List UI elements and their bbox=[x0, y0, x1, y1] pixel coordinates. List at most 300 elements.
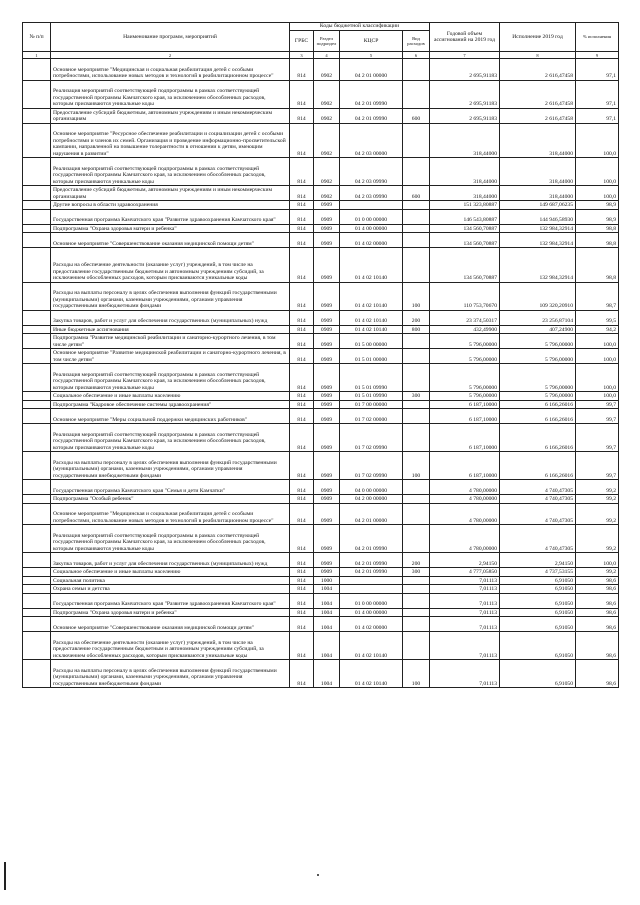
header-grbs: ГРБС bbox=[290, 31, 314, 52]
cell-vr bbox=[403, 593, 430, 608]
cell-num bbox=[23, 158, 51, 186]
cell-vr bbox=[403, 424, 430, 452]
cell-grbs: 814 bbox=[290, 186, 314, 201]
cell-name: Закупка товаров, работ и услуг для обеспечения государственных (муниципальных) нужд bbox=[51, 553, 290, 568]
table-row bbox=[23, 409, 619, 424]
cell-grbs: 814 bbox=[290, 123, 314, 158]
cell-num bbox=[23, 400, 51, 409]
cell-vr bbox=[403, 123, 430, 158]
header-num: № п/п bbox=[23, 23, 51, 52]
cell-section: 0909 bbox=[314, 334, 340, 349]
cell-exec: 6,91050 bbox=[500, 660, 576, 688]
cell-ksr: 01 4 02 10140 bbox=[340, 660, 403, 688]
cell-annual: 6 187,10000 bbox=[430, 452, 500, 480]
cell-annual: 2 695,91183 bbox=[430, 59, 500, 81]
cell-section: 0909 bbox=[314, 233, 340, 248]
cell-grbs: 814 bbox=[290, 349, 314, 364]
cell-section: 0902 bbox=[314, 158, 340, 186]
cell-exec: 4 740,47305 bbox=[500, 525, 576, 553]
cell-num bbox=[23, 186, 51, 201]
scan-edge-mark bbox=[4, 862, 6, 890]
table-row bbox=[23, 334, 619, 349]
index-cell: 6 bbox=[403, 52, 430, 59]
cell-num bbox=[23, 632, 51, 660]
cell-section: 1004 bbox=[314, 632, 340, 660]
cell-ksr bbox=[340, 201, 403, 210]
cell-exec: 4 737,53155 bbox=[500, 568, 576, 577]
table-row bbox=[23, 209, 619, 224]
cell-grbs: 814 bbox=[290, 325, 314, 334]
cell-ksr: 01 4 02 10140 bbox=[340, 632, 403, 660]
cell-name: Реализация мероприятий соответствующей подпрограммы в рамках соответствующей государственной программы Камчатского края, за исключением обособленных расходов, которым присваиваются уникальные коды bbox=[51, 525, 290, 553]
cell-exec: 6 166,26016 bbox=[500, 400, 576, 409]
cell-pct: 98,8 bbox=[576, 233, 619, 248]
cell-annual: 6 187,10000 bbox=[430, 409, 500, 424]
cell-num bbox=[23, 349, 51, 364]
table-row bbox=[23, 503, 619, 525]
cell-grbs: 814 bbox=[290, 608, 314, 617]
cell-num bbox=[23, 392, 51, 401]
cell-vr bbox=[403, 608, 430, 617]
cell-grbs: 814 bbox=[290, 503, 314, 525]
cell-vr bbox=[403, 334, 430, 349]
cell-annual: 23 374,50317 bbox=[430, 310, 500, 325]
cell-num bbox=[23, 452, 51, 480]
table-row bbox=[23, 585, 619, 594]
cell-ksr: 01 4 02 00000 bbox=[340, 233, 403, 248]
cell-num bbox=[23, 282, 51, 310]
index-cell: 5 bbox=[340, 52, 403, 59]
table-row bbox=[23, 452, 619, 480]
cell-ksr: 01 4 00 00000 bbox=[340, 224, 403, 233]
cell-annual: 7,01113 bbox=[430, 608, 500, 617]
index-cell: 3 bbox=[290, 52, 314, 59]
cell-grbs: 814 bbox=[290, 495, 314, 504]
cell-exec: 5 796,00000 bbox=[500, 364, 576, 392]
cell-grbs: 814 bbox=[290, 400, 314, 409]
cell-section: 0909 bbox=[314, 480, 340, 495]
cell-annual: 318,44000 bbox=[430, 186, 500, 201]
cell-ksr: 01 0 00 00000 bbox=[340, 593, 403, 608]
cell-exec: 4 740,47305 bbox=[500, 503, 576, 525]
cell-pct: 98,9 bbox=[576, 209, 619, 224]
cell-grbs: 814 bbox=[290, 576, 314, 585]
header-pct: % исполнения bbox=[576, 23, 619, 52]
cell-num bbox=[23, 108, 51, 123]
cell-section: 0902 bbox=[314, 108, 340, 123]
cell-exec: 144 946,58930 bbox=[500, 209, 576, 224]
header-row-1 bbox=[23, 23, 619, 31]
cell-name: Расходы на выплаты персоналу в целях обеспечения выполнения функций государственными (муниципальными) органами, казенными учреждениями, органами управления государственными внебюджетными фондами bbox=[51, 282, 290, 310]
cell-grbs: 814 bbox=[290, 660, 314, 688]
cell-section: 1004 bbox=[314, 593, 340, 608]
cell-annual: 4 777,05850 bbox=[430, 568, 500, 577]
cell-ksr: 04 2 01 09990 bbox=[340, 568, 403, 577]
cell-name: Государственная программа Камчатского края "Развитие здравоохранения Камчатского края" bbox=[51, 209, 290, 224]
cell-num bbox=[23, 409, 51, 424]
table-row bbox=[23, 632, 619, 660]
cell-grbs: 814 bbox=[290, 248, 314, 283]
cell-pct: 98,6 bbox=[576, 576, 619, 585]
table-row bbox=[23, 424, 619, 452]
cell-section: 0909 bbox=[314, 201, 340, 210]
cell-pct: 98,6 bbox=[576, 632, 619, 660]
cell-exec: 6,91050 bbox=[500, 632, 576, 660]
cell-vr bbox=[403, 248, 430, 283]
cell-annual: 432,49900 bbox=[430, 325, 500, 334]
cell-vr bbox=[403, 400, 430, 409]
cell-grbs: 814 bbox=[290, 158, 314, 186]
cell-exec: 318,44000 bbox=[500, 123, 576, 158]
cell-num bbox=[23, 201, 51, 210]
cell-section: 0902 bbox=[314, 186, 340, 201]
cell-annual: 318,44000 bbox=[430, 158, 500, 186]
table-row bbox=[23, 553, 619, 568]
cell-name: Иные бюджетные ассигнования bbox=[51, 325, 290, 334]
index-cell: 7 bbox=[430, 52, 500, 59]
cell-grbs: 814 bbox=[290, 224, 314, 233]
cell-ksr: 04 2 01 00000 bbox=[340, 503, 403, 525]
cell-section: 0909 bbox=[314, 310, 340, 325]
cell-num bbox=[23, 576, 51, 585]
table-row bbox=[23, 617, 619, 632]
cell-pct: 100,0 bbox=[576, 349, 619, 364]
cell-annual: 7,01113 bbox=[430, 632, 500, 660]
cell-annual: 7,01113 bbox=[430, 660, 500, 688]
cell-num bbox=[23, 568, 51, 577]
cell-exec: 6 166,26016 bbox=[500, 424, 576, 452]
cell-exec: 6 166,26016 bbox=[500, 409, 576, 424]
cell-name: Расходы на обеспечение деятельности (оказание услуг) учреждений, в том числе на предоставление государственным бюджетным и автономным учреждениям субсидий, за исключением обособленных расходов, которым присваиваются уникальные коды bbox=[51, 248, 290, 283]
cell-num bbox=[23, 123, 51, 158]
index-cell: 4 bbox=[314, 52, 340, 59]
cell-name: Основное мероприятие "Совершенствование оказания медицинской помощи детям" bbox=[51, 617, 290, 632]
cell-annual: 110 753,70670 bbox=[430, 282, 500, 310]
cell-vr bbox=[403, 224, 430, 233]
cell-vr bbox=[403, 576, 430, 585]
cell-name: Охрана семьи и детства bbox=[51, 585, 290, 594]
table-row bbox=[23, 325, 619, 334]
table-row bbox=[23, 201, 619, 210]
cell-section: 1004 bbox=[314, 617, 340, 632]
cell-pct: 98,6 bbox=[576, 617, 619, 632]
cell-vr: 800 bbox=[403, 325, 430, 334]
cell-name: Основное мероприятие "Медицинская и социальная реабилитация детей с особыми потребностями, использование новых методов и технологий в реабилитационном процессе" bbox=[51, 503, 290, 525]
header-ksr: КЦСР bbox=[340, 31, 403, 52]
cell-grbs: 814 bbox=[290, 480, 314, 495]
cell-exec: 318,44000 bbox=[500, 158, 576, 186]
cell-annual: 4 780,00000 bbox=[430, 480, 500, 495]
cell-annual: 7,01113 bbox=[430, 585, 500, 594]
index-cell: 9 bbox=[576, 52, 619, 59]
cell-annual: 134 560,70887 bbox=[430, 224, 500, 233]
cell-section: 1000 bbox=[314, 576, 340, 585]
table-row bbox=[23, 480, 619, 495]
table-row bbox=[23, 233, 619, 248]
cell-vr bbox=[403, 480, 430, 495]
cell-grbs: 814 bbox=[290, 525, 314, 553]
cell-ksr: 04 2 01 00000 bbox=[340, 59, 403, 81]
cell-exec: 149 687,06235 bbox=[500, 201, 576, 210]
cell-name: Основное мероприятие "Медицинская и социальная реабилитация детей с особыми потребностями, использование новых методов и технологий в реабилитационном процессе" bbox=[51, 59, 290, 81]
index-cell: 1 bbox=[23, 52, 51, 59]
header-name: Наименование программ, мероприятий bbox=[51, 23, 290, 52]
table-row bbox=[23, 568, 619, 577]
table-row bbox=[23, 349, 619, 364]
table-row bbox=[23, 495, 619, 504]
cell-ksr: 04 2 01 09990 bbox=[340, 108, 403, 123]
cell-pct: 98,9 bbox=[576, 201, 619, 210]
cell-ksr: 01 7 00 00000 bbox=[340, 400, 403, 409]
header-codes: Коды бюджетной классификации bbox=[290, 23, 430, 31]
table-row bbox=[23, 576, 619, 585]
cell-num bbox=[23, 495, 51, 504]
cell-name: Социальная политика bbox=[51, 576, 290, 585]
cell-name: Основное мероприятие "Ресурсное обеспечение реабилитации и социализации детей с особыми потребностями и членов их семей. Организация и проведение информационно-просветительской кампании, направленной на повышение толерантности в отношении к детям, имеющим нарушения в развитии" bbox=[51, 123, 290, 158]
table-row bbox=[23, 392, 619, 401]
cell-pct: 99,2 bbox=[576, 503, 619, 525]
cell-exec: 109 320,20910 bbox=[500, 282, 576, 310]
cell-grbs: 814 bbox=[290, 108, 314, 123]
cell-section: 1004 bbox=[314, 660, 340, 688]
cell-section: 0909 bbox=[314, 400, 340, 409]
cell-exec: 6,91050 bbox=[500, 585, 576, 594]
cell-section: 0909 bbox=[314, 224, 340, 233]
cell-ksr: 04 2 00 00000 bbox=[340, 495, 403, 504]
cell-name: Основное мероприятие "Совершенствование оказания медицинской помощи детям" bbox=[51, 233, 290, 248]
cell-name: Другие вопросы в области здравоохранения bbox=[51, 201, 290, 210]
cell-annual: 6 187,10000 bbox=[430, 424, 500, 452]
cell-grbs: 814 bbox=[290, 632, 314, 660]
cell-num bbox=[23, 364, 51, 392]
index-row bbox=[23, 52, 619, 59]
cell-num bbox=[23, 617, 51, 632]
cell-name: Основное мероприятие "Развитие медицинской реабилитации и санаторно-курортного лечения, в том числе детям" bbox=[51, 349, 290, 364]
cell-vr bbox=[403, 201, 430, 210]
budget-table bbox=[22, 22, 619, 688]
cell-exec: 23 256,87104 bbox=[500, 310, 576, 325]
table-row bbox=[23, 248, 619, 283]
cell-vr bbox=[403, 585, 430, 594]
cell-num bbox=[23, 503, 51, 525]
table-row bbox=[23, 224, 619, 233]
cell-pct: 99,2 bbox=[576, 495, 619, 504]
cell-ksr: 01 4 00 00000 bbox=[340, 608, 403, 617]
cell-annual: 2 695,91183 bbox=[430, 108, 500, 123]
cell-annual: 151 323,80887 bbox=[430, 201, 500, 210]
cell-name: Государственная программа Камчатского края "Семья и дети Камчатки" bbox=[51, 480, 290, 495]
cell-exec: 2 616,47458 bbox=[500, 59, 576, 81]
cell-pct: 100,0 bbox=[576, 364, 619, 392]
table-row bbox=[23, 400, 619, 409]
cell-annual: 5 796,00000 bbox=[430, 334, 500, 349]
cell-exec: 2 616,47458 bbox=[500, 108, 576, 123]
cell-name: Реализация мероприятий соответствующей подпрограммы в рамках соответствующей государственной программы Камчатского края, за исключением обособленных расходов, которым присваиваются уникальные коды bbox=[51, 158, 290, 186]
cell-ksr: 01 4 02 10140 bbox=[340, 325, 403, 334]
cell-vr bbox=[403, 349, 430, 364]
cell-ksr: 01 7 02 09990 bbox=[340, 424, 403, 452]
table-row bbox=[23, 525, 619, 553]
cell-ksr: 01 7 02 09990 bbox=[340, 452, 403, 480]
cell-grbs: 814 bbox=[290, 585, 314, 594]
cell-exec: 318,44000 bbox=[500, 186, 576, 201]
cell-name: Подпрограмма "Особый ребенок" bbox=[51, 495, 290, 504]
cell-ksr: 04 0 00 00000 bbox=[340, 480, 403, 495]
cell-ksr: 01 5 00 00000 bbox=[340, 334, 403, 349]
cell-pct: 99,2 bbox=[576, 525, 619, 553]
cell-ksr: 04 2 03 09990 bbox=[340, 186, 403, 201]
table-row bbox=[23, 310, 619, 325]
cell-section: 0909 bbox=[314, 568, 340, 577]
cell-section: 0909 bbox=[314, 495, 340, 504]
cell-vr bbox=[403, 80, 430, 108]
cell-vr: 100 bbox=[403, 660, 430, 688]
cell-grbs: 814 bbox=[290, 201, 314, 210]
cell-vr: 600 bbox=[403, 108, 430, 123]
cell-num bbox=[23, 59, 51, 81]
cell-annual: 7,01113 bbox=[430, 617, 500, 632]
cell-annual: 5 796,00000 bbox=[430, 349, 500, 364]
cell-annual: 2,94150 bbox=[430, 553, 500, 568]
cell-pct: 98,6 bbox=[576, 593, 619, 608]
cell-annual: 134 560,70887 bbox=[430, 248, 500, 283]
table-row bbox=[23, 59, 619, 81]
cell-grbs: 814 bbox=[290, 364, 314, 392]
cell-name: Расходы на обеспечение деятельности (оказание услуг) учреждений, в том числе на предоставление государственным бюджетным и автономным учреждениям субсидий, за исключением обособленных расходов, которым присваиваются уникальные коды bbox=[51, 632, 290, 660]
cell-vr bbox=[403, 59, 430, 81]
cell-num bbox=[23, 660, 51, 688]
cell-section: 0909 bbox=[314, 409, 340, 424]
cell-ksr bbox=[340, 585, 403, 594]
index-cell: 2 bbox=[51, 52, 290, 59]
cell-vr bbox=[403, 617, 430, 632]
cell-pct: 99,2 bbox=[576, 568, 619, 577]
cell-grbs: 814 bbox=[290, 593, 314, 608]
cell-pct: 97,1 bbox=[576, 59, 619, 81]
cell-num bbox=[23, 325, 51, 334]
header-annual: Годовой объем ассигнований на 2019 год bbox=[430, 23, 500, 52]
cell-exec: 132 984,32914 bbox=[500, 248, 576, 283]
cell-num bbox=[23, 310, 51, 325]
cell-vr bbox=[403, 209, 430, 224]
cell-pct: 99,7 bbox=[576, 409, 619, 424]
cell-grbs: 814 bbox=[290, 424, 314, 452]
page-mark-dot bbox=[317, 874, 319, 876]
cell-section: 0909 bbox=[314, 364, 340, 392]
cell-pct: 98,8 bbox=[576, 248, 619, 283]
cell-name: Предоставление субсидий бюджетным, автономным учреждениям и иным некоммерческим организациям bbox=[51, 186, 290, 201]
cell-vr bbox=[403, 158, 430, 186]
cell-name: Подпрограмма "Охрана здоровья матери и ребенка" bbox=[51, 608, 290, 617]
table-row bbox=[23, 158, 619, 186]
cell-num bbox=[23, 224, 51, 233]
cell-name: Подпрограмма "Кадровое обеспечение системы здравоохранения" bbox=[51, 400, 290, 409]
cell-num bbox=[23, 593, 51, 608]
cell-annual: 4 780,00000 bbox=[430, 525, 500, 553]
cell-name: Государственная программа Камчатского края "Развитие здравоохранения Камчатского края" bbox=[51, 593, 290, 608]
header-vr: Вид расходов bbox=[403, 31, 430, 52]
cell-section: 0909 bbox=[314, 424, 340, 452]
cell-pct: 100,0 bbox=[576, 158, 619, 186]
cell-exec: 4 740,47305 bbox=[500, 495, 576, 504]
cell-name: Подпрограмма "Охрана здоровья матери и ребенка" bbox=[51, 224, 290, 233]
cell-num bbox=[23, 525, 51, 553]
cell-pct: 98,7 bbox=[576, 282, 619, 310]
cell-name: Социальное обеспечение и иные выплаты населению bbox=[51, 392, 290, 401]
cell-pct: 98,6 bbox=[576, 608, 619, 617]
index-cell: 8 bbox=[500, 52, 576, 59]
table-row bbox=[23, 282, 619, 310]
cell-annual: 318,44000 bbox=[430, 123, 500, 158]
cell-section: 1004 bbox=[314, 585, 340, 594]
header-exec: Исполнение 2019 год bbox=[500, 23, 576, 52]
cell-grbs: 814 bbox=[290, 568, 314, 577]
cell-ksr: 01 5 01 09990 bbox=[340, 392, 403, 401]
cell-num bbox=[23, 424, 51, 452]
cell-annual: 4 780,00000 bbox=[430, 503, 500, 525]
cell-vr: 100 bbox=[403, 452, 430, 480]
cell-pct: 99,7 bbox=[576, 424, 619, 452]
cell-vr: 300 bbox=[403, 392, 430, 401]
cell-grbs: 814 bbox=[290, 392, 314, 401]
cell-section: 0909 bbox=[314, 392, 340, 401]
cell-pct: 99,2 bbox=[576, 480, 619, 495]
cell-annual: 4 780,00000 bbox=[430, 495, 500, 504]
table-body bbox=[23, 59, 619, 688]
cell-vr: 100 bbox=[403, 282, 430, 310]
cell-grbs: 814 bbox=[290, 409, 314, 424]
cell-pct: 100,0 bbox=[576, 186, 619, 201]
table-row bbox=[23, 80, 619, 108]
cell-exec: 5 796,00000 bbox=[500, 349, 576, 364]
cell-ksr: 01 4 02 10140 bbox=[340, 282, 403, 310]
cell-vr bbox=[403, 233, 430, 248]
cell-annual: 5 796,00000 bbox=[430, 364, 500, 392]
cell-ksr: 01 0 00 00000 bbox=[340, 209, 403, 224]
cell-exec: 132 984,32914 bbox=[500, 233, 576, 248]
cell-grbs: 814 bbox=[290, 209, 314, 224]
cell-exec: 5 796,00000 bbox=[500, 392, 576, 401]
cell-num bbox=[23, 248, 51, 283]
table-row bbox=[23, 123, 619, 158]
table-row bbox=[23, 364, 619, 392]
cell-exec: 5 796,00000 bbox=[500, 334, 576, 349]
cell-ksr: 01 7 02 00000 bbox=[340, 409, 403, 424]
cell-pct: 100,0 bbox=[576, 553, 619, 568]
cell-vr: 200 bbox=[403, 553, 430, 568]
cell-grbs: 814 bbox=[290, 80, 314, 108]
cell-exec: 132 984,32914 bbox=[500, 224, 576, 233]
cell-exec: 2 616,47458 bbox=[500, 80, 576, 108]
cell-pct: 100,0 bbox=[576, 123, 619, 158]
cell-name: Закупка товаров, работ и услуг для обеспечения государственных (муниципальных) нужд bbox=[51, 310, 290, 325]
cell-name: Реализация мероприятий соответствующей подпрограммы в рамках соответствующей государственной программы Камчатского края, за исключением обособленных расходов, которым присваиваются уникальные коды bbox=[51, 424, 290, 452]
table-row bbox=[23, 108, 619, 123]
cell-exec: 2,94150 bbox=[500, 553, 576, 568]
cell-annual: 7,01113 bbox=[430, 593, 500, 608]
cell-name: Основное мероприятие "Меры социальной поддержки медицинских работников" bbox=[51, 409, 290, 424]
cell-name: Реализация мероприятий соответствующей подпрограммы в рамках соответствующей государственной программы Камчатского края, за исключением обособленных расходов, которым присваиваются уникальные коды bbox=[51, 80, 290, 108]
cell-ksr: 04 2 01 09990 bbox=[340, 525, 403, 553]
cell-ksr bbox=[340, 576, 403, 585]
cell-section: 0909 bbox=[314, 452, 340, 480]
cell-pct: 97,1 bbox=[576, 80, 619, 108]
budget-table-page bbox=[22, 22, 618, 688]
cell-section: 0909 bbox=[314, 525, 340, 553]
header-section: Раздел подраздел bbox=[314, 31, 340, 52]
cell-pct: 99,7 bbox=[576, 400, 619, 409]
cell-section: 0909 bbox=[314, 325, 340, 334]
